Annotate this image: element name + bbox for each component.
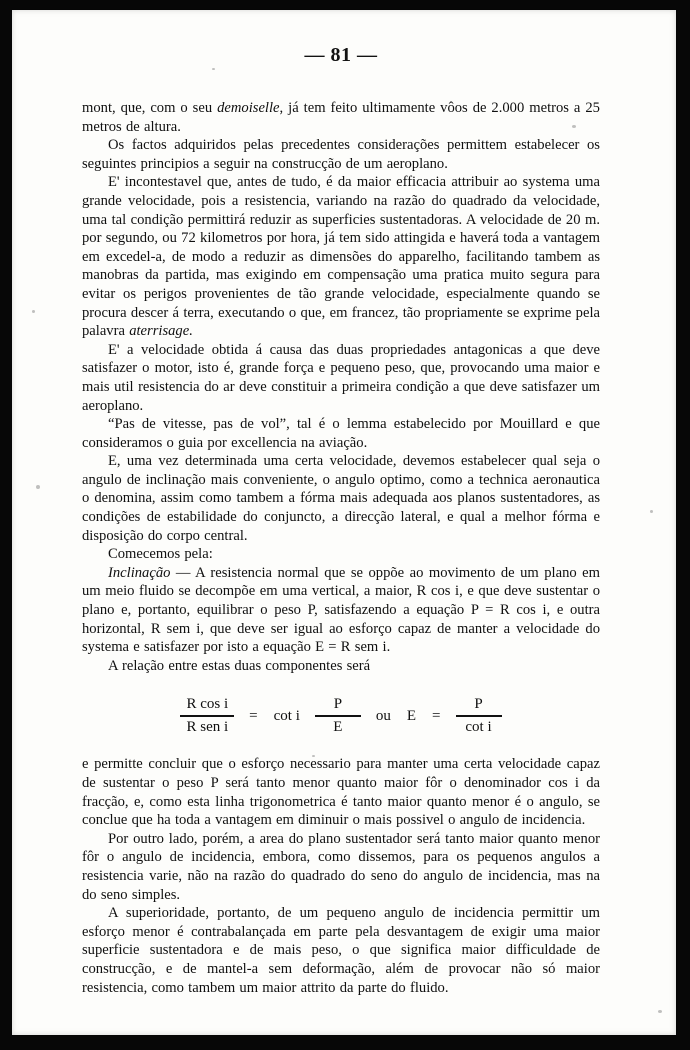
paragraph-por-outro-lado: Por outro lado, porém, a area do plano sustentador será tanto maior quanto menor fôr o angulo de incidencia, embora, como dissemos, para os pequenos angulos a resistencia varie, não na razão do quadrado do seno do angulo de incidencia, mas na do seno simples. (82, 830, 600, 903)
fraction-numerator-rcosi: R cos i (186, 696, 229, 713)
page-folio (82, 44, 600, 67)
fraction-denominator-e: E (333, 719, 343, 736)
incontestavel-text: E' incontestavel que, antes de tudo, é da maior efficacia attribuir ao systema uma grande velocidade, pois a resistencia, variando na razão do quadrado da velocidade, uma tal condição permittirá reduzir as superficies sustentadoras. A velocidade de 20 m. por segundo, ou 72 kilometros por hora, já tem sido attingida e haverá toda a vantagem em excedel-a, de modo a reduzir as dimensões do apparelho, facilitando tambem as manobras da partida, mas exigindo em compensação uma pratica muito segura para evitar os perigos provenientes de tão grande velocidade, especialmente quando se procura descer á terra, executando o que, em francez, tão propriamente se exprime pela palavra (82, 174, 600, 340)
italic-term-demoiselle: demoiselle (217, 100, 280, 116)
pas-de-vitesse-text: tal é o lemma estabelecido por Mouillard e que consideramos o guia por excellencia na aviação. (82, 416, 600, 451)
equals-sign-second: = (432, 707, 441, 724)
ou-conjunction: ou (375, 707, 391, 724)
e-symbol: E (406, 707, 417, 724)
paragraph-e-permitte: e permitte concluir que o esforço necessario para manter uma certa velocidade capaz de sustentar o peso P será tanto menor quanto maior fôr o denominador cos i da fracção, e, como esta linha trigonometrica é tanto maior quanto menor é o angulo, se conclue que ha toda a vantagem em diminuir o mais possivel o angulo de incidencia. (82, 756, 600, 829)
folio-dash-right: — (357, 44, 378, 66)
paragraph-velocidade-obtida: E' a velocidade obtida á causa das duas propriedades antagonicas a que deve satisfazer o motor, isto é, grande força e pequeno peso, que, provocando uma maior e mais util resistencia do ar deve constituir a primeira condição a que deve satisfazer um aeroplano. (82, 341, 600, 414)
fraction-p-over-e (315, 696, 361, 736)
fraction-numerator-p: P (474, 696, 483, 713)
fraction-rcosi-over-rseni (180, 696, 234, 736)
paragraph-a-relacao: A relação entre estas duas componentes será (108, 657, 371, 674)
scan-speck (32, 310, 35, 313)
fraction-bar (180, 715, 234, 717)
paragraph-pas-de-vitesse (82, 415, 600, 452)
paragraph-uma-vez-determinada: E, uma vez determinada uma certa velocidade, devemos estabelecer qual seja o angulo de inclinação mais conveniente, o angulo optimo, como a technica aeronautica o denomina, assim como tambem a fórma mais adequada aos planos sustentadores, as condições de estabilidade do conjuncto, a direcção lateral, e qual a melhor fórma e disposição do corpo central. (82, 453, 600, 544)
paragraph-continued-from-previous-page (82, 99, 600, 136)
folio-number: 81 (330, 44, 352, 66)
fraction-denominator-coti: cot i (465, 719, 492, 736)
scan-speck (36, 485, 40, 489)
continued-text-before-italic: mont, que, com o seu (82, 100, 218, 116)
page-sheet (12, 10, 676, 1035)
equals-sign-first: = (249, 707, 258, 724)
paragraph-a-superioridade: A superioridade, portanto, de um pequeno angulo de incidencia permittir um esforço menor é contrabalançada em parte pela desvantagem de exigir uma maior superficie sustentadora e de mais peso, o que significa maior difficuldade de construcção, e de mantel-a sem deformação, além de provocar não só maior resistencia, como tambem um maior attrito da parte do fluido. (82, 905, 600, 996)
paragraph-factos-adquiridos: Os factos adquiridos pelas precedentes considerações permittem estabelecer os seguintes principios a seguir na construcção de um aeroplano. (82, 137, 600, 172)
fraction-numerator-p: P (333, 696, 343, 713)
italic-term-aterrisage: aterrisage. (129, 323, 193, 340)
italic-term-inclinacao: Inclinação (108, 564, 171, 581)
folio-dash-left: — (304, 44, 325, 66)
fraction-denominator-rseni: R sen i (186, 719, 229, 736)
cotangent-term: cot i (273, 707, 300, 724)
paragraph-incontestavel (82, 173, 600, 340)
scan-speck (658, 1010, 662, 1013)
equation-resistance-components (82, 696, 600, 736)
fraction-bar (315, 715, 361, 717)
inclinacao-text: — A resistencia normal que se oppõe ao movimento de um plano em um meio fluido se decompõe em uma vertical, a maior, R cos i, e que deve sustentar o plano e, portanto, equilibrar o peso P, satisfazendo a equação P = R cos i, e outra horizontal, R sem i, que deve ser igual ao esforço capaz de manter a velocidade do systema e satisfazer por isto a equação E = R sem i. (82, 564, 600, 656)
paragraph-comecemos-pela: Comecemos pela: (108, 546, 213, 563)
quote-pas-de-vitesse: “Pas de vitesse, pas de vol”, (108, 416, 290, 433)
fraction-p-over-coti (456, 696, 502, 736)
paragraph-inclinacao (82, 564, 600, 657)
continued-text-after-italic: , já tem feito ultimamente vôos de 2.000 metros a 25 metros de altura. (82, 100, 600, 135)
fraction-bar (456, 715, 502, 717)
scan-speck (650, 510, 653, 513)
